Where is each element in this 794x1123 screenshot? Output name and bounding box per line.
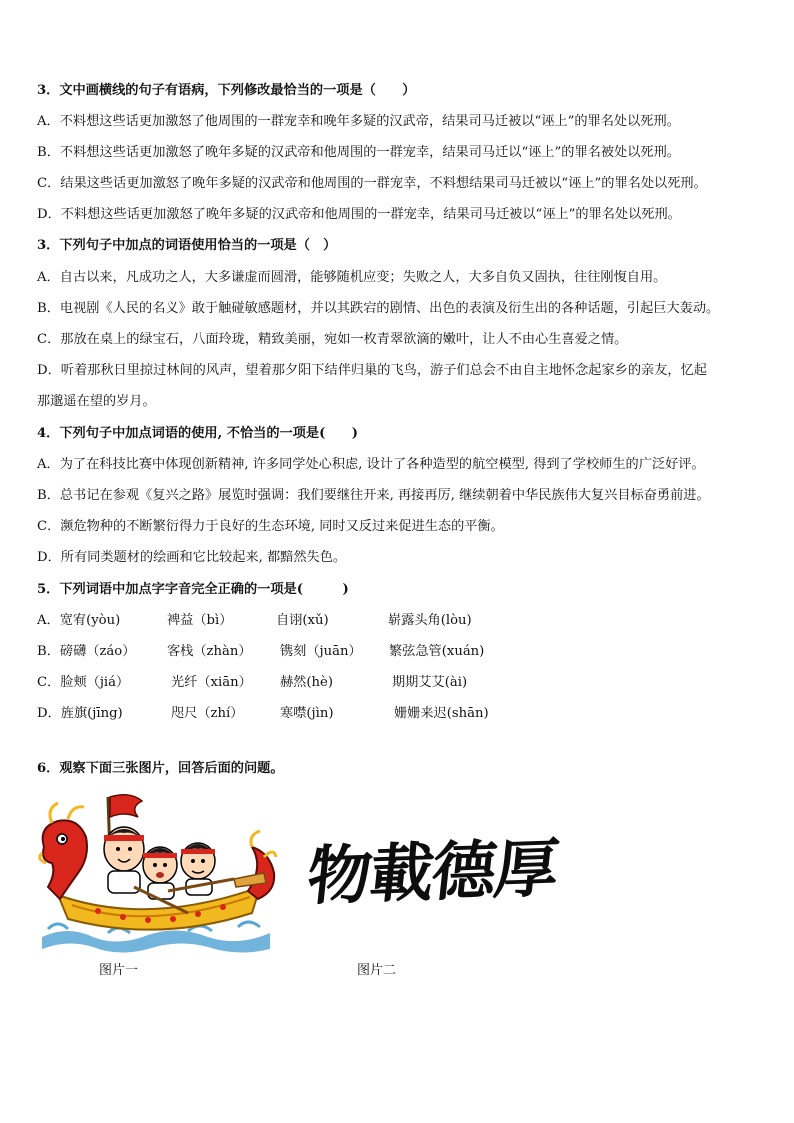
q5-c-word-4: 期期艾艾(ài) [392,675,468,690]
question-3b-stem: 3．下列句子中加点的词语使用恰当的一项是（ ） [37,238,337,253]
question-4-stem: 4．下列句子中加点词语的使用, 不恰当的一项是( ) [37,426,358,441]
question-3b-option-a: A．自古以来，凡成功之人，大多谦虚而圆滑，能够随机应变；失败之人，大多自负又固执，往往刚愎自用。 [37,270,667,285]
q5-b-word-2: 客栈（zhàn） [167,644,252,659]
question-3b-option-d: D．听着那秋日里掠过林间的风声，望着那夕阳下结伴归巢的飞鸟，游子们总会不由自主地怀念起家乡的亲友，忆起 [37,363,707,378]
question-4-option-a: A．为了在科技比赛中体现创新精神, 许多同学处心积虑, 设计了各种造型的航空模型, 得到了学校师生的广泛好评。 [37,457,705,472]
q5-c-word-2: 光纤（xiān） [171,675,252,690]
q5-d-word-3: 寒噤(jìn) [280,706,334,721]
dragon-boat-illustration [38,787,278,957]
q5-b-word-3: 镌刻（juān） [280,644,362,659]
q5-a-word-1: A．宽宥(yòu) [37,613,121,628]
figure-one-caption: 图片一 [99,963,139,978]
question-3a-stem: 3．文中画横线的句子有语病，下列修改最恰当的一项是（ ） [37,83,416,98]
q5-d-word-2: 咫尺（zhí） [171,706,244,721]
question-4-option-b: B．总书记在参观《复兴之路》展览时强调：我们要继往开来, 再接再厉, 继续朝着中华民族伟大复兴目标奋勇前进。 [37,488,710,503]
q5-a-word-3: 自诩(xǔ) [276,613,329,628]
q5-b-word-4: 繁弦急管(xuán) [389,644,485,659]
q5-c-word-3: 赫然(hè) [280,675,333,690]
question-3a-option-d: D．不料想这些话更加激怒了晚年多疑的汉武帝和他周围的一群宠幸，结果司马迁被以“诬上”的罪名处以死刑。 [37,207,681,222]
question-4-option-d: D．所有同类题材的绘画和它比较起来, 都黯然失色。 [37,550,347,565]
q5-a-word-4: 崭露头角(lòu) [388,613,472,628]
question-3b-option-c: C．那放在桌上的绿宝石，八面玲珑，精致美丽，宛如一枚青翠欲滴的嫩叶，让人不由心生喜爱之情。 [37,332,628,347]
calligraphy-image: 物載德厚 [303,831,561,915]
question-4-option-c: C．濒危物种的不断繁衍得力于良好的生态环境, 同时又反过来促进生态的平衡。 [37,519,504,534]
q5-b-word-1: B．磅礴（záo） [37,644,136,659]
question-3a-option-b: B．不料想这些话更加激怒了晚年多疑的汉武帝和他周围的一群宠幸，结果司马迁以“诬上”的罪名被处以死刑。 [37,145,680,160]
question-6-stem: 6．观察下面三张图片，回答后面的问题。 [37,761,284,776]
figure-two-caption: 图片二 [357,963,397,978]
q5-d-word-1: D．旌旗(jīng) [37,706,123,721]
question-3b-option-b: B．电视剧《人民的名义》敢于触碰敏感题材，并以其跌宕的剧情、出色的表演及衍生出的各种话题，引起巨大轰动。 [37,301,720,316]
question-3a-option-c: C．结果这些话更加激怒了晚年多疑的汉武帝和他周围的一群宠幸，不料想结果司马迁被以“诬上”的罪名处以死刑。 [37,176,707,191]
question-3a-option-a: A．不料想这些话更加激怒了他周围的一群宠幸和晚年多疑的汉武帝，结果司马迁被以“诬上”的罪名处以死刑。 [37,114,680,129]
question-5-stem: 5．下列词语中加点字字音完全正确的一项是( ) [37,582,349,597]
q5-c-word-1: C．脸颊（jiá） [37,675,130,690]
q5-a-word-2: 裨益（bì） [167,613,233,628]
q5-d-word-4: 姗姗来迟(shān) [394,706,489,721]
question-3b-option-d-continued: 那邈遥在望的岁月。 [37,394,156,409]
